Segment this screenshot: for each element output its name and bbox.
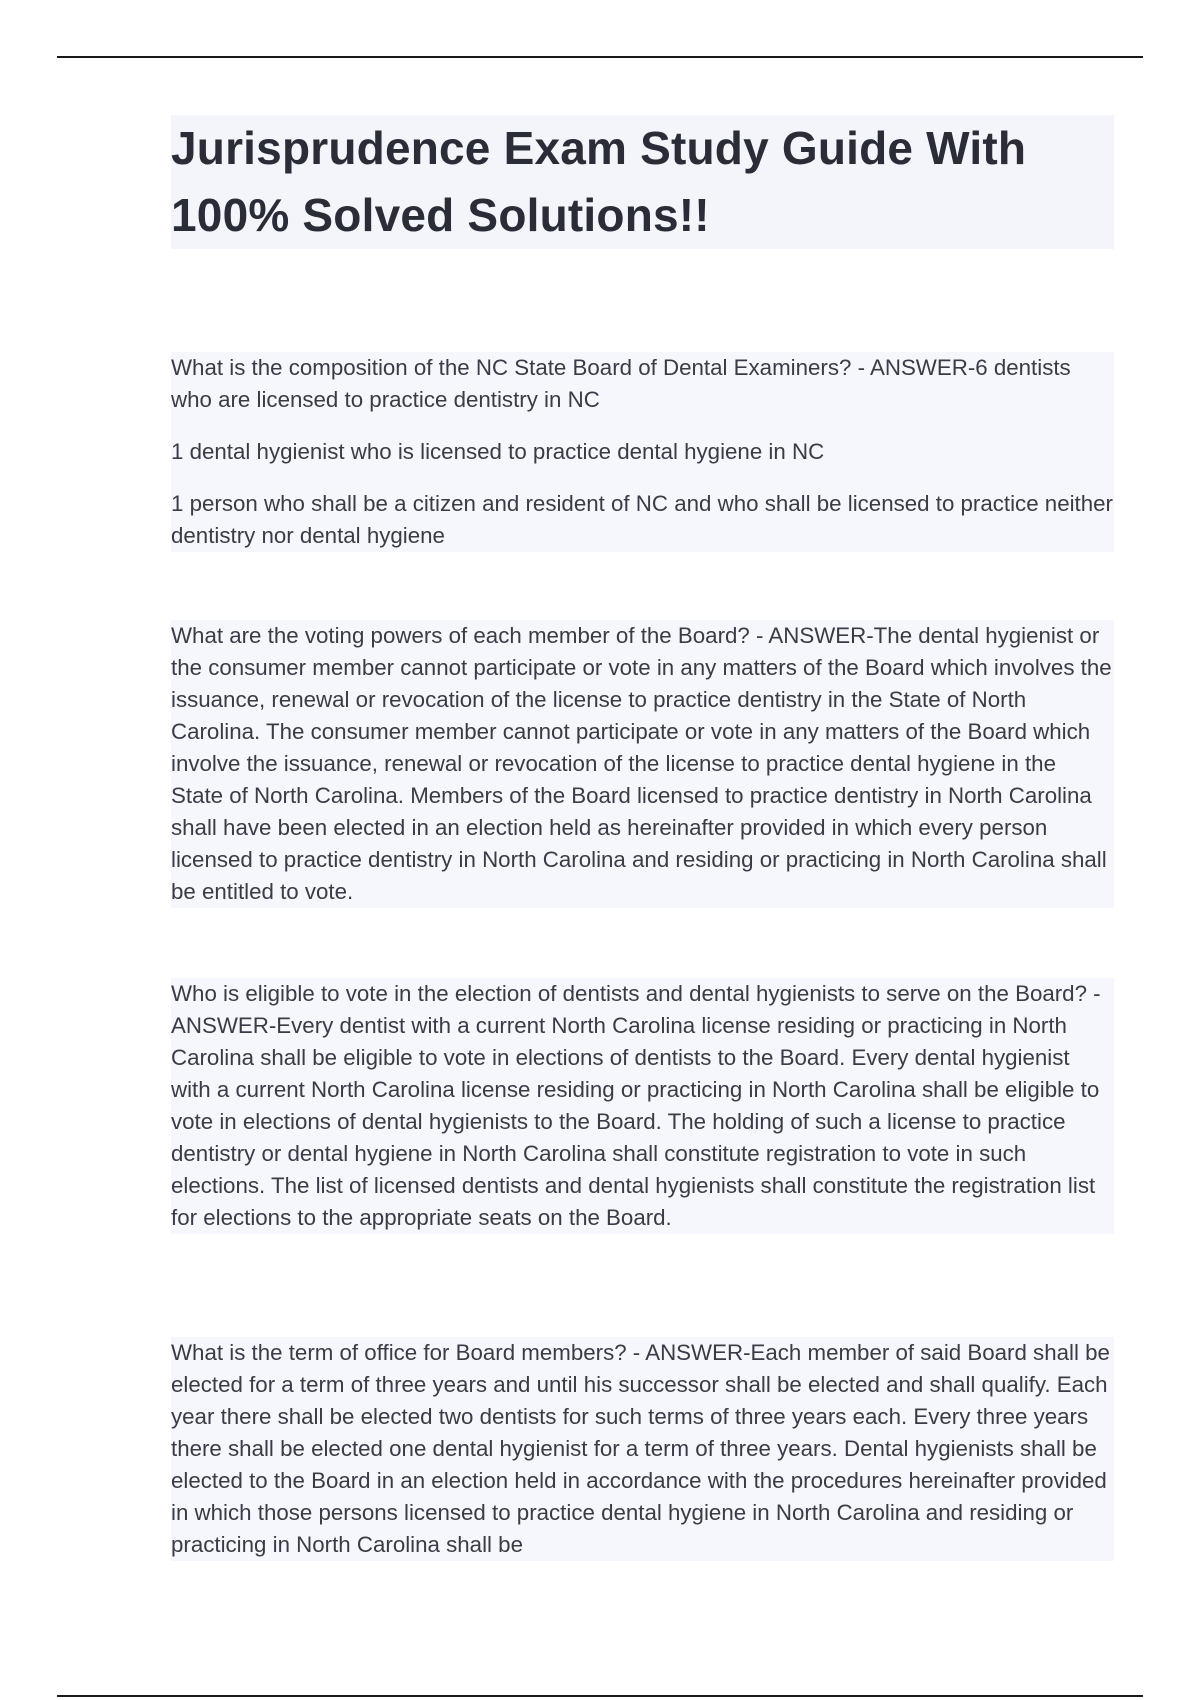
page-title: Jurisprudence Exam Study Guide With 100% Solved Solutions!! bbox=[171, 122, 1027, 241]
title-block bbox=[171, 115, 1114, 249]
qa-question-paragraph: What is the composition of the NC State Board of Dental Examiners? - ANSWER-6 dentists who are licensed to practice dentistry in NC bbox=[171, 355, 1071, 412]
qa-answer-paragraph: 1 person who shall be a citizen and resident of NC and who shall be licensed to practice neither dentistry nor dental hygiene bbox=[171, 491, 1113, 548]
bottom-rule bbox=[57, 1695, 1143, 1697]
top-rule bbox=[57, 56, 1143, 58]
qa-question-paragraph: Who is eligible to vote in the election of dentists and dental hygienists to serve on the Board? - ANSWER-Every dentist with a current North Carolina license residing or practicing in North Carolina shall be eligible to vote in elections of dentists to the Board. Every dental hygienist with a current North Carolina license residing or practicing in North Carolina shall be eligible to vote in elections of dental hygienists to the Board. The holding of such a license to practice dentistry or dental hygiene in North Carolina shall constitute registration to vote in such elections. The list of licensed dentists and dental hygienists shall constitute the registration list for elections to the appropriate seats on the Board. bbox=[171, 981, 1101, 1230]
qa-question-paragraph: What is the term of office for Board members? - ANSWER-Each member of said Board shall be elected for a term of three years and until his successor shall be elected and shall qualify. Each year there shall be elected two dentists for such terms of three years each. Every three years there shall be elected one dental hygienist for a term of three years. Dental hygienists shall be elected to the Board in an election held in accordance with the procedures hereinafter provided in which those persons licensed to practice dental hygiene in North Carolina and residing or practicing in North Carolina shall be bbox=[171, 1340, 1110, 1557]
qa-term-of-office bbox=[171, 1337, 1114, 1561]
qa-eligibility bbox=[171, 978, 1114, 1234]
qa-composition bbox=[171, 352, 1114, 552]
qa-question-paragraph: What are the voting powers of each member of the Board? - ANSWER-The dental hygienist or the consumer member cannot participate or vote in any matters of the Board which involves the issuance, renewal or revocation of the license to practice dentistry in the State of North Carolina. The consumer member cannot participate or vote in any matters of the Board which involve the issuance, renewal or revocation of the license to practice dental hygiene in the State of North Carolina. Members of the Board licensed to practice dentistry in North Carolina shall have been elected in an election held as hereinafter provided in which every person licensed to practice dentistry in North Carolina and residing or practicing in North Carolina shall be entitled to vote. bbox=[171, 623, 1112, 904]
qa-answer-paragraph: 1 dental hygienist who is licensed to practice dental hygiene in NC bbox=[171, 439, 825, 464]
qa-voting-powers bbox=[171, 620, 1114, 908]
